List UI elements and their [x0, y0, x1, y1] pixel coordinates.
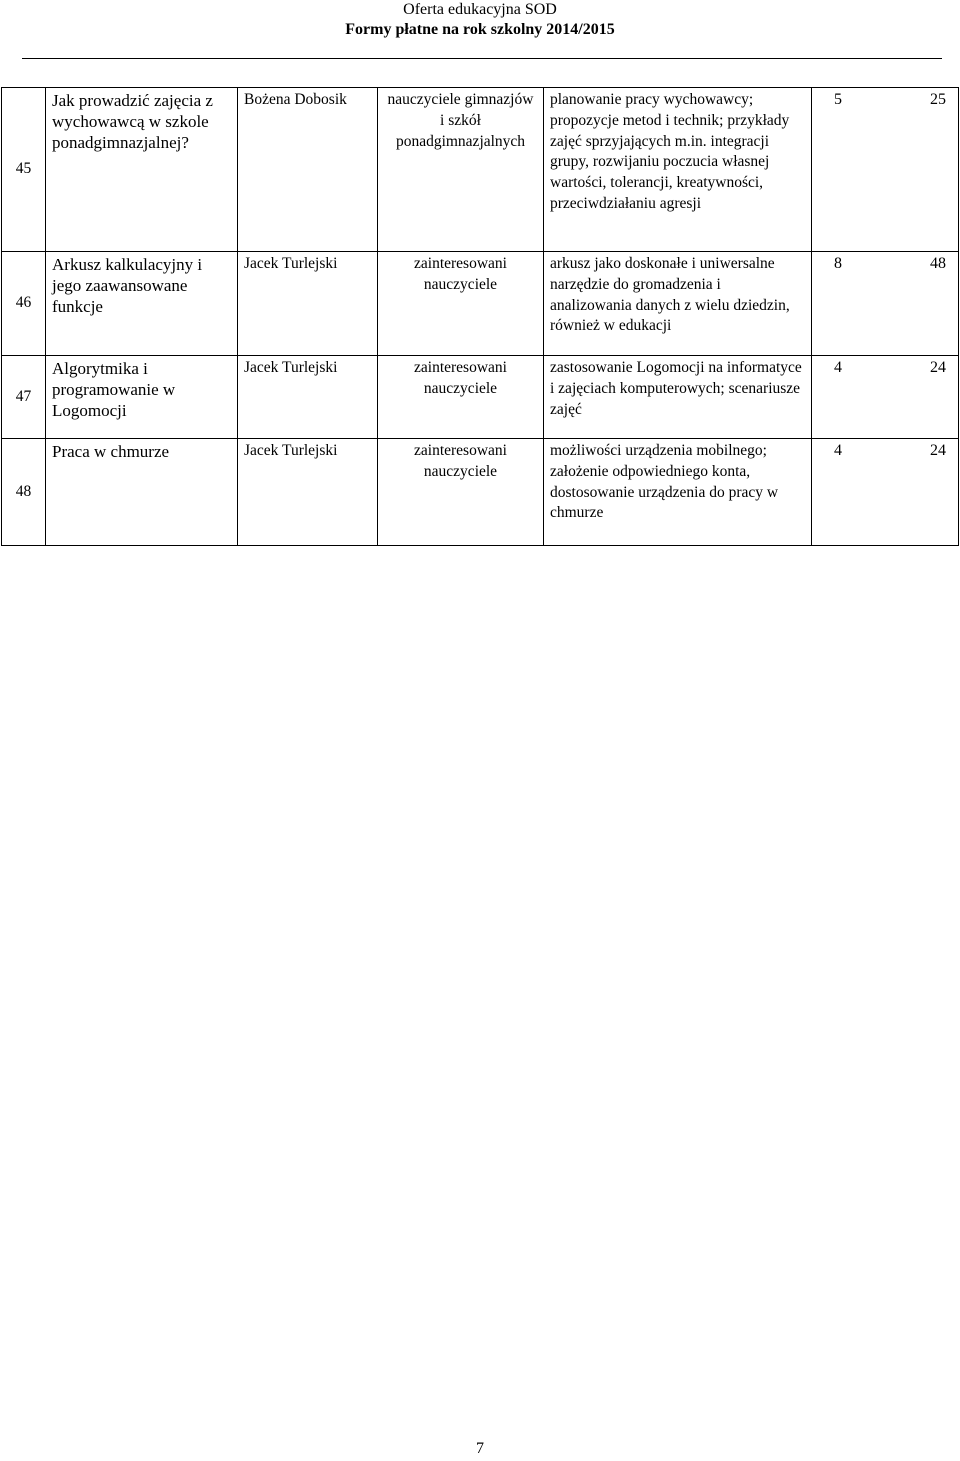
hours-total: 25 [930, 91, 946, 108]
row-number: 48 [2, 439, 46, 546]
course-title: Jak prowadzić zajęcia z wychowawcą w szkole ponadgimnazjalnej? [46, 88, 238, 252]
course-audience: zainteresowani nauczyciele [378, 356, 544, 439]
row-number: 46 [2, 252, 46, 356]
row-number: 47 [2, 356, 46, 439]
header-subtitle: Formy płatne na rok szkolny 2014/2015 [345, 21, 615, 38]
course-title: Arkusz kalkulacyjny i jego zaawansowane funkcje [46, 252, 238, 356]
hours-sessions: 5 [834, 91, 842, 108]
table-row [2, 439, 959, 546]
hours-total: 24 [930, 442, 946, 459]
course-hours [812, 439, 959, 546]
hours-sessions: 8 [834, 255, 842, 272]
course-instructor: Jacek Turlejski [238, 252, 378, 356]
course-audience: zainteresowani nauczyciele [378, 439, 544, 546]
hours-sessions: 4 [834, 359, 842, 376]
header-title: Oferta edukacyjna SOD [403, 1, 557, 18]
table-row [2, 252, 959, 356]
course-hours [812, 252, 959, 356]
course-title: Praca w chmurze [46, 439, 238, 546]
hours-total: 24 [930, 359, 946, 376]
page-header [0, 0, 960, 40]
course-instructor: Jacek Turlejski [238, 439, 378, 546]
course-audience: nauczyciele gimnazjów i szkół ponadgimnazjalnych [378, 88, 544, 252]
hours-total: 48 [930, 255, 946, 272]
course-instructor: Bożena Dobosik [238, 88, 378, 252]
course-description: arkusz jako doskonałe i uniwersalne narzędzie do gromadzenia i analizowania danych z wielu dziedzin, również w edukacji [544, 252, 812, 356]
course-hours [812, 88, 959, 252]
course-description: planowanie pracy wychowawcy; propozycje metod i technik; przykłady zajęć sprzyjających m.in. integracji grupy, rozwijaniu poczucia własnej wartości, tolerancji, kreatywności, przeciwdziałaniu agresji [544, 88, 812, 252]
table-row [2, 356, 959, 439]
hours-sessions: 4 [834, 442, 842, 459]
course-description: możliwości urządzenia mobilnego; założenie odpowiedniego konta, dostosowanie urządzenia do pracy w chmurze [544, 439, 812, 546]
course-title: Algorytmika i programowanie w Logomocji [46, 356, 238, 439]
page-number: 7 [476, 1440, 484, 1457]
course-instructor: Jacek Turlejski [238, 356, 378, 439]
course-table [1, 87, 959, 546]
table-row [2, 88, 959, 252]
course-description: zastosowanie Logomocji na informatyce i zajęciach komputerowych; scenariusze zajęć [544, 356, 812, 439]
row-number: 45 [2, 88, 46, 252]
course-audience: zainteresowani nauczyciele [378, 252, 544, 356]
header-divider [22, 58, 942, 59]
course-hours [812, 356, 959, 439]
